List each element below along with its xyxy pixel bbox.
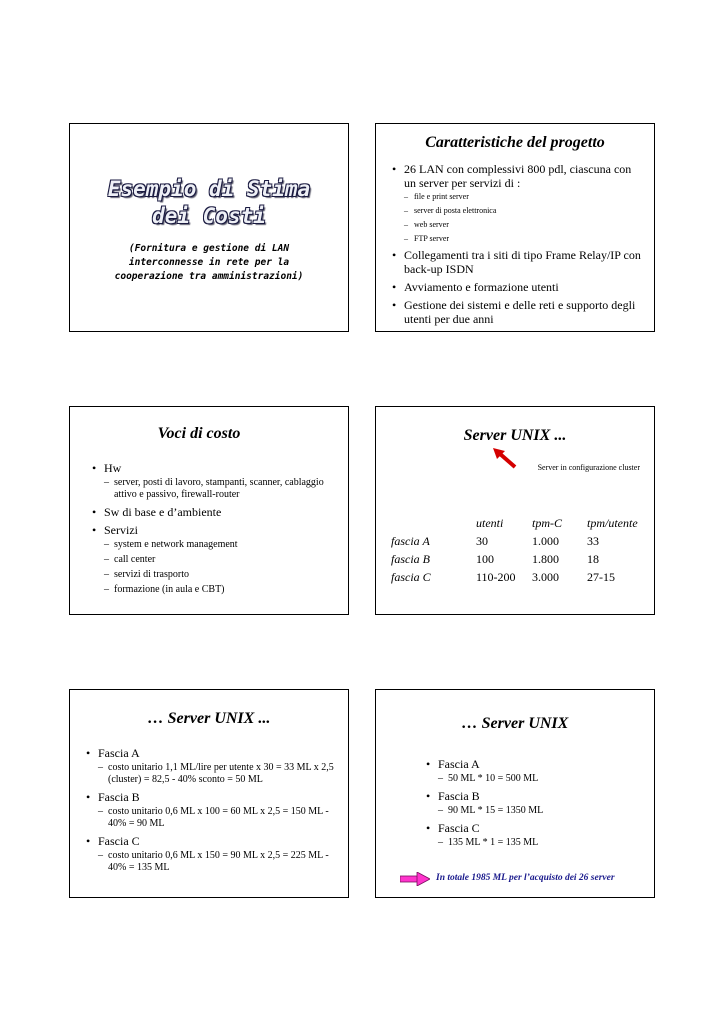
subtitle-line2: interconnesse in rete per la	[128, 257, 290, 268]
cell-utenti: 110-200	[476, 570, 516, 584]
sub-list	[104, 539, 334, 596]
sub-item: – call center	[104, 554, 334, 566]
slide-heading: Server UNIX ...	[463, 427, 567, 444]
sub-list	[98, 762, 334, 786]
list-item: • Hw – server, posti di lavoro, stampanti, scanner, cablaggio attivo e passivo, firewall-router	[92, 461, 334, 501]
sub-item: – costo unitario 1,1 ML/lire per utente x 30 = 33 ML x 2,5 (cluster) = 82,5 - 40% sconto = 50 ML	[98, 762, 334, 786]
main-title-line2: dei Costi	[152, 204, 266, 228]
list-item: • Fascia A – 50 ML * 10 = 500 ML	[426, 757, 640, 785]
sub-item: – 135 ML * 1 = 135 ML	[438, 837, 640, 849]
row-label: fascia A	[391, 534, 430, 548]
list-item: • Gestione dei sistemi e delle reti e supporto degli utenti per due anni	[392, 298, 642, 326]
magenta-arrow-icon	[400, 872, 430, 886]
cell-tpmc: 3.000	[532, 570, 559, 584]
slide-heading: … Server UNIX	[461, 715, 569, 732]
sub-list	[98, 850, 334, 874]
cell-tpmu: 27-15	[587, 570, 615, 584]
slide-server-unix-2	[69, 689, 349, 898]
sub-item: – 90 ML * 15 = 1350 ML	[438, 805, 640, 817]
row-label: fascia B	[391, 552, 430, 566]
slide-title	[69, 123, 349, 332]
slide-server-unix-3	[375, 689, 655, 898]
cell-utenti: 30	[476, 534, 488, 548]
cluster-note: Server in configurazione cluster	[537, 463, 640, 472]
list-item: • Fascia C – 135 ML * 1 = 135 ML	[426, 821, 640, 849]
slide-heading: Voci di costo	[157, 425, 241, 442]
main-title-line1: Esempio di Stima	[107, 177, 311, 201]
total-note: In totale 1985 ML per l’acquisto dei 26 server	[436, 873, 615, 883]
list-item: • Sw di base e d’ambiente	[92, 505, 334, 519]
cell-tpmu: 33	[587, 534, 599, 548]
sub-item: – 50 ML * 10 = 500 ML	[438, 773, 640, 785]
bullet-list	[86, 746, 334, 878]
header-tpmu: tpm/utente	[587, 516, 638, 530]
sub-item: – FTP server	[404, 234, 642, 244]
cell-tpmc: 1.000	[532, 534, 559, 548]
sub-item: – formazione (in aula e CBT)	[104, 584, 334, 596]
sub-list	[404, 192, 642, 244]
cell-tpmu: 18	[587, 552, 599, 566]
main-title	[70, 176, 348, 230]
slide-server-unix-1	[375, 406, 655, 615]
subtitle	[80, 242, 338, 284]
bullet-list	[392, 162, 642, 330]
subtitle-line1: (Fornitura e gestione di LAN	[128, 243, 290, 254]
sub-item: – web server	[404, 220, 642, 230]
slide-heading: Caratteristiche del progetto	[425, 134, 605, 151]
sub-list	[104, 477, 334, 501]
header-utenti: utenti	[476, 516, 504, 530]
cell-utenti: 100	[476, 552, 494, 566]
cell-tpmc: 1.800	[532, 552, 559, 566]
list-item: • 26 LAN con complessivi 800 pdl, ciascuna con un server per servizi di : – file e print server – server di posta elettronica – web server – FTP server	[392, 162, 642, 244]
sub-item: – system e network management	[104, 539, 334, 551]
list-item: • Fascia B – costo unitario 0,6 ML x 100 = 60 ML x 2,5 = 150 ML - 40% = 90 ML	[86, 790, 334, 830]
row-label: fascia C	[391, 570, 431, 584]
sub-item: – costo unitario 0,6 ML x 150 = 90 ML x 2,5 = 225 ML - 40% = 135 ML	[98, 850, 334, 874]
list-item: • Fascia B – 90 ML * 15 = 1350 ML	[426, 789, 640, 817]
sub-list	[438, 805, 640, 817]
slide-voci-di-costo	[69, 406, 349, 615]
subtitle-line3: cooperazione tra amministrazioni)	[114, 271, 304, 282]
red-arrow-icon	[491, 447, 521, 473]
sub-item: – costo unitario 0,6 ML x 100 = 60 ML x 2,5 = 150 ML - 40% = 90 ML	[98, 806, 334, 830]
sub-list	[438, 773, 640, 785]
slide-caratteristiche	[375, 123, 655, 332]
list-item: • Servizi – system e network management – call center – servizi di trasporto – formazione (in aula e CBT)	[92, 523, 334, 596]
list-item: • Fascia A – costo unitario 1,1 ML/lire per utente x 30 = 33 ML x 2,5 (cluster) = 82,5 - 40% sconto = 50 ML	[86, 746, 334, 786]
sub-item: – servizi di trasporto	[104, 569, 334, 581]
slide-heading: … Server UNIX ...	[147, 710, 271, 727]
sub-list	[438, 837, 640, 849]
header-tpmc: tpm-C	[532, 516, 562, 530]
bullet-list	[426, 757, 640, 853]
sub-item: – server, posti di lavoro, stampanti, scanner, cablaggio attivo e passivo, firewall-router	[104, 477, 334, 501]
sub-item: – server di posta elettronica	[404, 206, 642, 216]
bullet-list	[92, 461, 334, 600]
list-item: • Collegamenti tra i siti di tipo Frame Relay/IP con back-up ISDN	[392, 248, 642, 276]
list-item: • Fascia C – costo unitario 0,6 ML x 150 = 90 ML x 2,5 = 225 ML - 40% = 135 ML	[86, 834, 334, 874]
sub-item: – file e print server	[404, 192, 642, 202]
sub-list	[98, 806, 334, 830]
list-item: • Avviamento e formazione utenti	[392, 280, 642, 294]
